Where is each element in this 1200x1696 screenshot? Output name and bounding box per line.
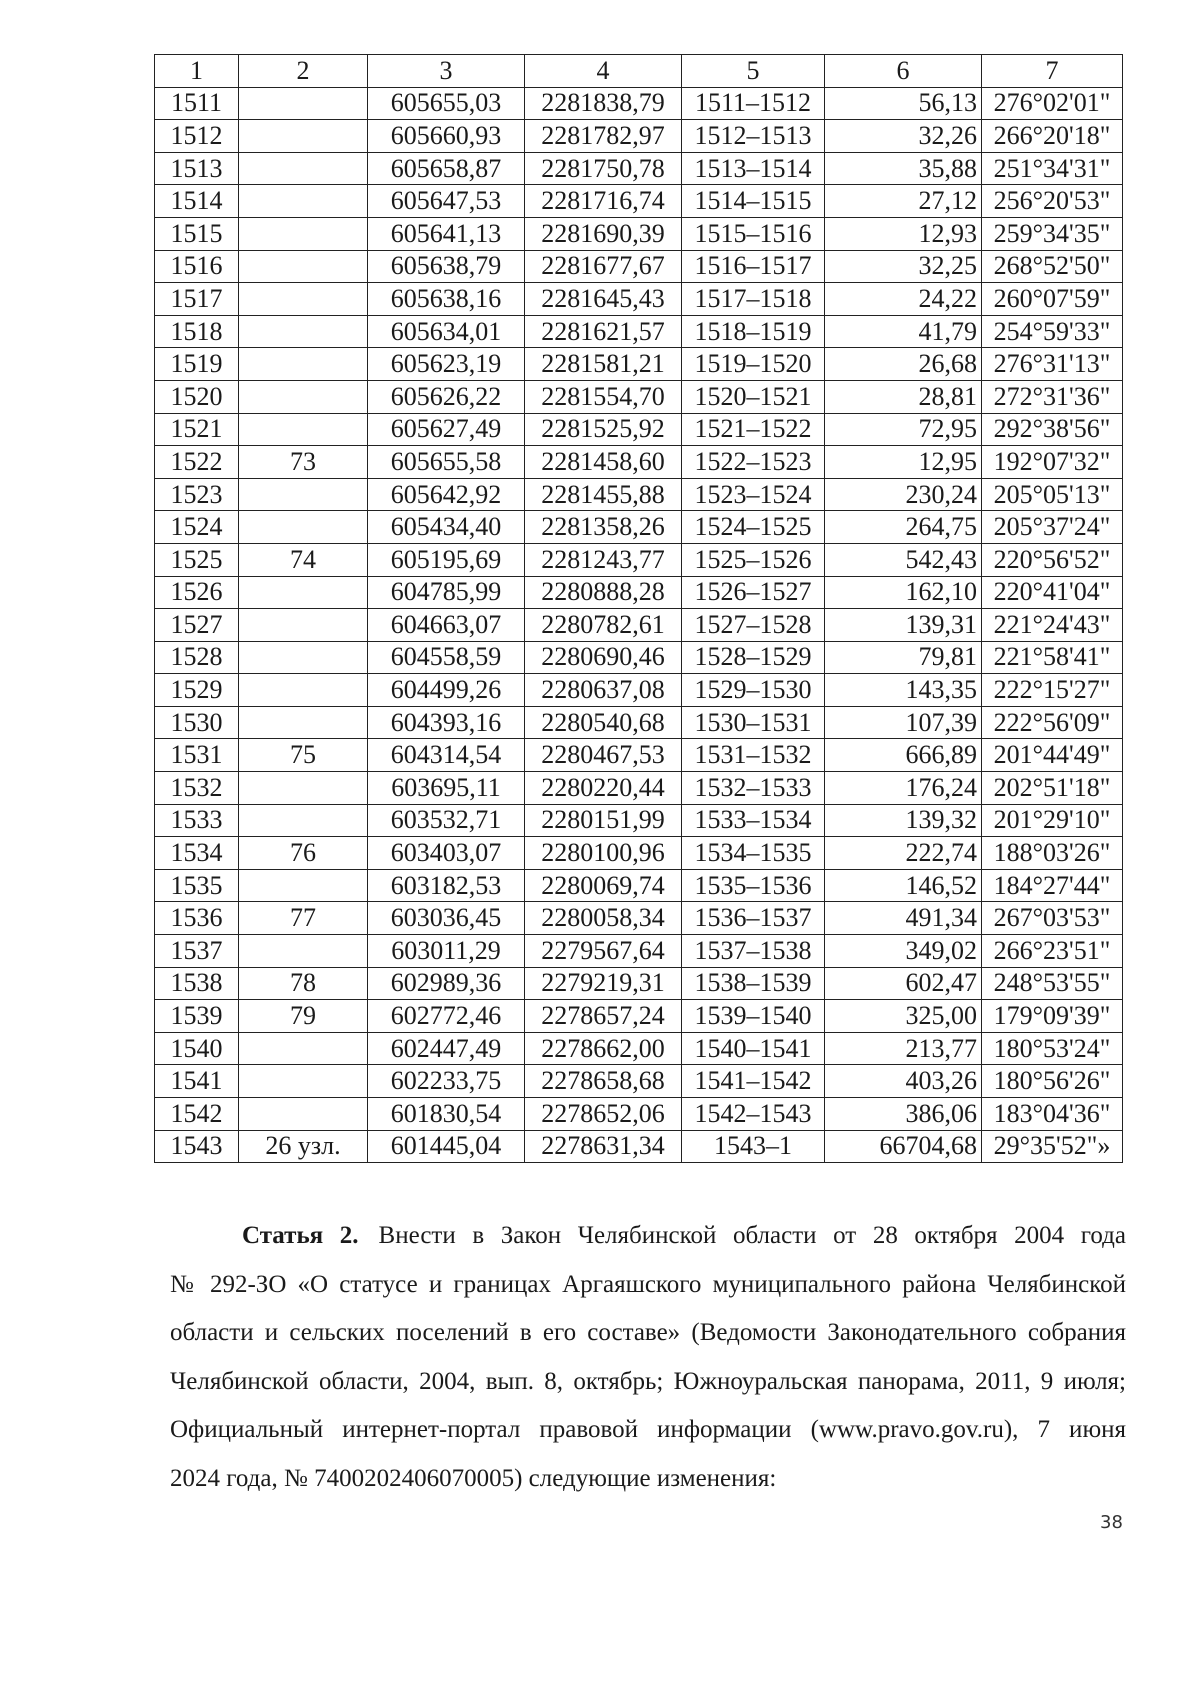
- table-cell: 1528: [155, 641, 239, 674]
- table-cell: 1522: [155, 446, 239, 479]
- table-cell: 602989,36: [368, 967, 525, 1000]
- table-cell: 1533–1534: [682, 804, 825, 837]
- table-row: [155, 902, 1123, 935]
- table-cell: 604558,59: [368, 641, 525, 674]
- table-cell: 603532,71: [368, 804, 525, 837]
- table-cell: 266°20'18": [982, 120, 1123, 153]
- table-cell: 2280220,44: [525, 772, 682, 805]
- table-cell: 26 узл.: [239, 1130, 368, 1163]
- table-cell: [239, 1065, 368, 1098]
- table-cell: 2280782,61: [525, 609, 682, 642]
- table-cell: 601445,04: [368, 1130, 525, 1163]
- table-row: [155, 315, 1123, 348]
- table-cell: 2278652,06: [525, 1098, 682, 1131]
- table-cell: 1541: [155, 1065, 239, 1098]
- table-cell: [239, 478, 368, 511]
- table-cell: 2280100,96: [525, 837, 682, 870]
- table-row: [155, 1098, 1123, 1131]
- table-cell: 1519: [155, 348, 239, 381]
- table-cell: 1513: [155, 152, 239, 185]
- table-cell: 605434,40: [368, 511, 525, 544]
- table-cell: 259°34'35": [982, 217, 1123, 250]
- article-line: Официальный интернет-портал правовой информации (www.pravo.gov.ru), 7 июня: [170, 1416, 1126, 1443]
- table-cell: [239, 1098, 368, 1131]
- table-cell: 1532: [155, 772, 239, 805]
- article-line: области и сельских поселений в его составе» (Ведомости Законодательного собрания: [170, 1319, 1126, 1346]
- table-cell: 221°24'43": [982, 609, 1123, 642]
- table-cell: [239, 576, 368, 609]
- table-cell: 2281621,57: [525, 315, 682, 348]
- table-row: [155, 1000, 1123, 1033]
- table-row: [155, 543, 1123, 576]
- column-header: 7: [982, 55, 1123, 88]
- table-cell: [239, 152, 368, 185]
- column-header: 2: [239, 55, 368, 88]
- table-cell: 2281677,67: [525, 250, 682, 283]
- table-cell: 1532–1533: [682, 772, 825, 805]
- table-cell: 276°31'13": [982, 348, 1123, 381]
- table-cell: 602772,46: [368, 1000, 525, 1033]
- table-cell: 1536: [155, 902, 239, 935]
- table-cell: 24,22: [825, 283, 982, 316]
- table-cell: 403,26: [825, 1065, 982, 1098]
- table-cell: 1514–1515: [682, 185, 825, 218]
- table-cell: 2279567,64: [525, 935, 682, 968]
- table-cell: [239, 348, 368, 381]
- table-cell: 602233,75: [368, 1065, 525, 1098]
- table-row: [155, 1032, 1123, 1065]
- table-cell: 2281458,60: [525, 446, 682, 479]
- table-cell: 213,77: [825, 1032, 982, 1065]
- table-cell: 201°29'10": [982, 804, 1123, 837]
- table-row: [155, 250, 1123, 283]
- table-cell: 601830,54: [368, 1098, 525, 1131]
- table-cell: 66704,68: [825, 1130, 982, 1163]
- table-cell: 605195,69: [368, 543, 525, 576]
- article-line: Челябинской области, 2004, вып. 8, октябрь; Южноуральская панорама, 2011, 9 июля;: [170, 1367, 1126, 1395]
- table-cell: 1512: [155, 120, 239, 153]
- table-cell: 192°07'32": [982, 446, 1123, 479]
- table-cell: 1531: [155, 739, 239, 772]
- table-cell: 1521–1522: [682, 413, 825, 446]
- table-row: [155, 185, 1123, 218]
- article-2: [170, 1212, 1126, 1503]
- table-cell: [239, 772, 368, 805]
- table-cell: 605634,01: [368, 315, 525, 348]
- table-row: [155, 478, 1123, 511]
- article-line: 2024 года, № 7400202406070005) следующие изменения:: [170, 1464, 777, 1492]
- table-cell: 264,75: [825, 511, 982, 544]
- table-cell: [239, 641, 368, 674]
- table-cell: [239, 609, 368, 642]
- table-cell: 1515: [155, 217, 239, 250]
- table-cell: 605623,19: [368, 348, 525, 381]
- table-row: [155, 706, 1123, 739]
- table-cell: 272°31'36": [982, 380, 1123, 413]
- table-cell: 1530: [155, 706, 239, 739]
- table-cell: 1511: [155, 87, 239, 120]
- table-row: [155, 152, 1123, 185]
- table-cell: 1519–1520: [682, 348, 825, 381]
- table-cell: 1538–1539: [682, 967, 825, 1000]
- table-cell: 79: [239, 1000, 368, 1033]
- table-cell: 1524: [155, 511, 239, 544]
- table-cell: 2278662,00: [525, 1032, 682, 1065]
- table-cell: 77: [239, 902, 368, 935]
- column-header: 6: [825, 55, 982, 88]
- table-cell: 1538: [155, 967, 239, 1000]
- table-cell: 79,81: [825, 641, 982, 674]
- table-cell: 1517: [155, 283, 239, 316]
- column-header: 1: [155, 55, 239, 88]
- table-cell: [239, 674, 368, 707]
- table-cell: 205°37'24": [982, 511, 1123, 544]
- table-row: [155, 869, 1123, 902]
- table-cell: 1530–1531: [682, 706, 825, 739]
- table-cell: 146,52: [825, 869, 982, 902]
- table-cell: [239, 87, 368, 120]
- table-cell: 1539–1540: [682, 1000, 825, 1033]
- table-cell: 1528–1529: [682, 641, 825, 674]
- table-row: [155, 609, 1123, 642]
- table-row: [155, 348, 1123, 381]
- table-row: [155, 641, 1123, 674]
- table-cell: 1529: [155, 674, 239, 707]
- table-cell: 2281716,74: [525, 185, 682, 218]
- table-cell: 605660,93: [368, 120, 525, 153]
- table-cell: 1535: [155, 869, 239, 902]
- table-cell: 2281554,70: [525, 380, 682, 413]
- table-row: [155, 739, 1123, 772]
- table-cell: 201°44'49": [982, 739, 1123, 772]
- table-cell: 78: [239, 967, 368, 1000]
- table-cell: 1521: [155, 413, 239, 446]
- table-cell: 202°51'18": [982, 772, 1123, 805]
- table-cell: 56,13: [825, 87, 982, 120]
- table-cell: [239, 283, 368, 316]
- table-cell: 143,35: [825, 674, 982, 707]
- table-cell: 1527–1528: [682, 609, 825, 642]
- table-cell: 107,39: [825, 706, 982, 739]
- table-row: [155, 120, 1123, 153]
- article-line-text: Внести в Закон Челябинской области от 28 октября 2004 года: [378, 1222, 1126, 1249]
- table-cell: 2278631,34: [525, 1130, 682, 1163]
- table-cell: 2280058,34: [525, 902, 682, 935]
- table-body: [155, 87, 1123, 1163]
- table-cell: 349,02: [825, 935, 982, 968]
- table-cell: 1534: [155, 837, 239, 870]
- table-cell: 1520–1521: [682, 380, 825, 413]
- table-cell: 1524–1525: [682, 511, 825, 544]
- table-row: [155, 967, 1123, 1000]
- table-cell: 28,81: [825, 380, 982, 413]
- table-cell: 604785,99: [368, 576, 525, 609]
- table-cell: 325,00: [825, 1000, 982, 1033]
- table-cell: 180°56'26": [982, 1065, 1123, 1098]
- table-row: [155, 804, 1123, 837]
- table-cell: 162,10: [825, 576, 982, 609]
- table-cell: 35,88: [825, 152, 982, 185]
- table-cell: 1527: [155, 609, 239, 642]
- table-cell: 230,24: [825, 478, 982, 511]
- table-cell: 2279219,31: [525, 967, 682, 1000]
- table-cell: 605626,22: [368, 380, 525, 413]
- table-cell: 604663,07: [368, 609, 525, 642]
- table-cell: 2281525,92: [525, 413, 682, 446]
- table-cell: 1531–1532: [682, 739, 825, 772]
- table-header-row: [155, 55, 1123, 88]
- table-cell: 604314,54: [368, 739, 525, 772]
- table-cell: 2281581,21: [525, 348, 682, 381]
- table-cell: 1537: [155, 935, 239, 968]
- table-cell: 2281750,78: [525, 152, 682, 185]
- table-cell: 666,89: [825, 739, 982, 772]
- table-cell: 1513–1514: [682, 152, 825, 185]
- table-cell: 1529–1530: [682, 674, 825, 707]
- table-cell: 1534–1535: [682, 837, 825, 870]
- table-row: [155, 446, 1123, 479]
- table-cell: 603011,29: [368, 935, 525, 968]
- column-header: 4: [525, 55, 682, 88]
- table-cell: 254°59'33": [982, 315, 1123, 348]
- table-cell: 2281645,43: [525, 283, 682, 316]
- table-cell: 605641,13: [368, 217, 525, 250]
- table-row: [155, 674, 1123, 707]
- table-cell: 1523: [155, 478, 239, 511]
- table-cell: 603403,07: [368, 837, 525, 870]
- table-cell: 1537–1538: [682, 935, 825, 968]
- table-cell: 1522–1523: [682, 446, 825, 479]
- table-cell: 2280637,08: [525, 674, 682, 707]
- table-row: [155, 217, 1123, 250]
- table-row: [155, 87, 1123, 120]
- table-cell: [239, 120, 368, 153]
- table-row: [155, 576, 1123, 609]
- table-cell: 603182,53: [368, 869, 525, 902]
- article-heading: Статья 2.: [242, 1222, 359, 1249]
- table-row: [155, 1065, 1123, 1098]
- table-cell: 183°04'36": [982, 1098, 1123, 1131]
- table-cell: 222°56'09": [982, 706, 1123, 739]
- table-cell: 256°20'53": [982, 185, 1123, 218]
- table-cell: 605638,79: [368, 250, 525, 283]
- table-cell: 604393,16: [368, 706, 525, 739]
- table-cell: 1543: [155, 1130, 239, 1163]
- article-line: № 292-ЗО «О статусе и границах Аргаяшского муниципального района Челябинской: [170, 1270, 1126, 1298]
- table-cell: [239, 1032, 368, 1065]
- table-row: [155, 1130, 1123, 1163]
- table-cell: 1511–1512: [682, 87, 825, 120]
- table-cell: 12,93: [825, 217, 982, 250]
- table-cell: [239, 217, 368, 250]
- table-cell: 1526–1527: [682, 576, 825, 609]
- table-cell: 1516: [155, 250, 239, 283]
- table-cell: 220°41'04": [982, 576, 1123, 609]
- table-cell: [239, 185, 368, 218]
- table-cell: [239, 413, 368, 446]
- article-line: [170, 1212, 1126, 1261]
- table-cell: 32,26: [825, 120, 982, 153]
- table-cell: 1516–1517: [682, 250, 825, 283]
- table-cell: 184°27'44": [982, 869, 1123, 902]
- table-row: [155, 935, 1123, 968]
- table-row: [155, 380, 1123, 413]
- table-cell: [239, 250, 368, 283]
- table-cell: 1535–1536: [682, 869, 825, 902]
- table-cell: 605647,53: [368, 185, 525, 218]
- table-cell: 1523–1524: [682, 478, 825, 511]
- table-cell: 248°53'55": [982, 967, 1123, 1000]
- table-cell: 41,79: [825, 315, 982, 348]
- table-cell: 2281243,77: [525, 543, 682, 576]
- table-cell: 2281838,79: [525, 87, 682, 120]
- table-cell: 1533: [155, 804, 239, 837]
- table-cell: 179°09'39": [982, 1000, 1123, 1033]
- table-cell: 603036,45: [368, 902, 525, 935]
- column-header: 5: [682, 55, 825, 88]
- table-cell: 73: [239, 446, 368, 479]
- table-cell: [239, 869, 368, 902]
- table-cell: 139,31: [825, 609, 982, 642]
- table-cell: 220°56'52": [982, 543, 1123, 576]
- table-cell: 76: [239, 837, 368, 870]
- table-cell: 266°23'51": [982, 935, 1123, 968]
- table-cell: 75: [239, 739, 368, 772]
- table-cell: 603695,11: [368, 772, 525, 805]
- table-cell: 605658,87: [368, 152, 525, 185]
- table-cell: 1518: [155, 315, 239, 348]
- table-cell: 12,95: [825, 446, 982, 479]
- table-cell: 2280151,99: [525, 804, 682, 837]
- table-cell: [239, 804, 368, 837]
- coordinates-table: [154, 54, 1123, 1163]
- table-cell: 222°15'27": [982, 674, 1123, 707]
- table-cell: 542,43: [825, 543, 982, 576]
- table-cell: 386,06: [825, 1098, 982, 1131]
- table-cell: 276°02'01": [982, 87, 1123, 120]
- table-cell: 26,68: [825, 348, 982, 381]
- table-cell: [239, 706, 368, 739]
- table-cell: 268°52'50": [982, 250, 1123, 283]
- table-row: [155, 511, 1123, 544]
- table-cell: 1543–1: [682, 1130, 825, 1163]
- table-cell: 1540: [155, 1032, 239, 1065]
- table-cell: 2281690,39: [525, 217, 682, 250]
- table-cell: 1514: [155, 185, 239, 218]
- table-cell: 1517–1518: [682, 283, 825, 316]
- table-cell: 1525: [155, 543, 239, 576]
- table-cell: 2281358,26: [525, 511, 682, 544]
- table-cell: 602447,49: [368, 1032, 525, 1065]
- table-cell: 29°35'52"»: [982, 1130, 1123, 1163]
- table-cell: 2280467,53: [525, 739, 682, 772]
- table-cell: 2281782,97: [525, 120, 682, 153]
- table-row: [155, 772, 1123, 805]
- table-cell: 604499,26: [368, 674, 525, 707]
- table-cell: 1518–1519: [682, 315, 825, 348]
- table-cell: 491,34: [825, 902, 982, 935]
- table-cell: 605655,58: [368, 446, 525, 479]
- table-row: [155, 413, 1123, 446]
- table-cell: [239, 315, 368, 348]
- table-cell: 180°53'24": [982, 1032, 1123, 1065]
- table-cell: [239, 380, 368, 413]
- table-cell: 176,24: [825, 772, 982, 805]
- column-header: 3: [368, 55, 525, 88]
- table-cell: 221°58'41": [982, 641, 1123, 674]
- table-cell: 222,74: [825, 837, 982, 870]
- table-row: [155, 283, 1123, 316]
- table-cell: 1542–1543: [682, 1098, 825, 1131]
- table-cell: 205°05'13": [982, 478, 1123, 511]
- table-cell: 2280888,28: [525, 576, 682, 609]
- table-cell: [239, 511, 368, 544]
- table-cell: 260°07'59": [982, 283, 1123, 316]
- table-cell: 292°38'56": [982, 413, 1123, 446]
- table-cell: 139,32: [825, 804, 982, 837]
- table-row: [155, 837, 1123, 870]
- table-cell: 602,47: [825, 967, 982, 1000]
- table-cell: 1515–1516: [682, 217, 825, 250]
- table-cell: 605642,92: [368, 478, 525, 511]
- table-cell: 74: [239, 543, 368, 576]
- table-cell: [239, 935, 368, 968]
- table-cell: 605638,16: [368, 283, 525, 316]
- table-cell: 2280540,68: [525, 706, 682, 739]
- table-cell: 1526: [155, 576, 239, 609]
- table-cell: 72,95: [825, 413, 982, 446]
- table-cell: 1541–1542: [682, 1065, 825, 1098]
- table-cell: 605627,49: [368, 413, 525, 446]
- table-cell: 27,12: [825, 185, 982, 218]
- table-cell: 2280690,46: [525, 641, 682, 674]
- table-cell: 267°03'53": [982, 902, 1123, 935]
- table-cell: 188°03'26": [982, 837, 1123, 870]
- table-cell: 2278658,68: [525, 1065, 682, 1098]
- table-cell: 1520: [155, 380, 239, 413]
- table-cell: 1540–1541: [682, 1032, 825, 1065]
- table-cell: 2281455,88: [525, 478, 682, 511]
- table-cell: 605655,03: [368, 87, 525, 120]
- table-cell: 1512–1513: [682, 120, 825, 153]
- page-number: 38: [1100, 1512, 1123, 1533]
- table-cell: 1542: [155, 1098, 239, 1131]
- table-cell: 32,25: [825, 250, 982, 283]
- table-cell: 1539: [155, 1000, 239, 1033]
- table-cell: 1525–1526: [682, 543, 825, 576]
- table-cell: 2280069,74: [525, 869, 682, 902]
- table-cell: 251°34'31": [982, 152, 1123, 185]
- table-cell: 2278657,24: [525, 1000, 682, 1033]
- table-cell: 1536–1537: [682, 902, 825, 935]
